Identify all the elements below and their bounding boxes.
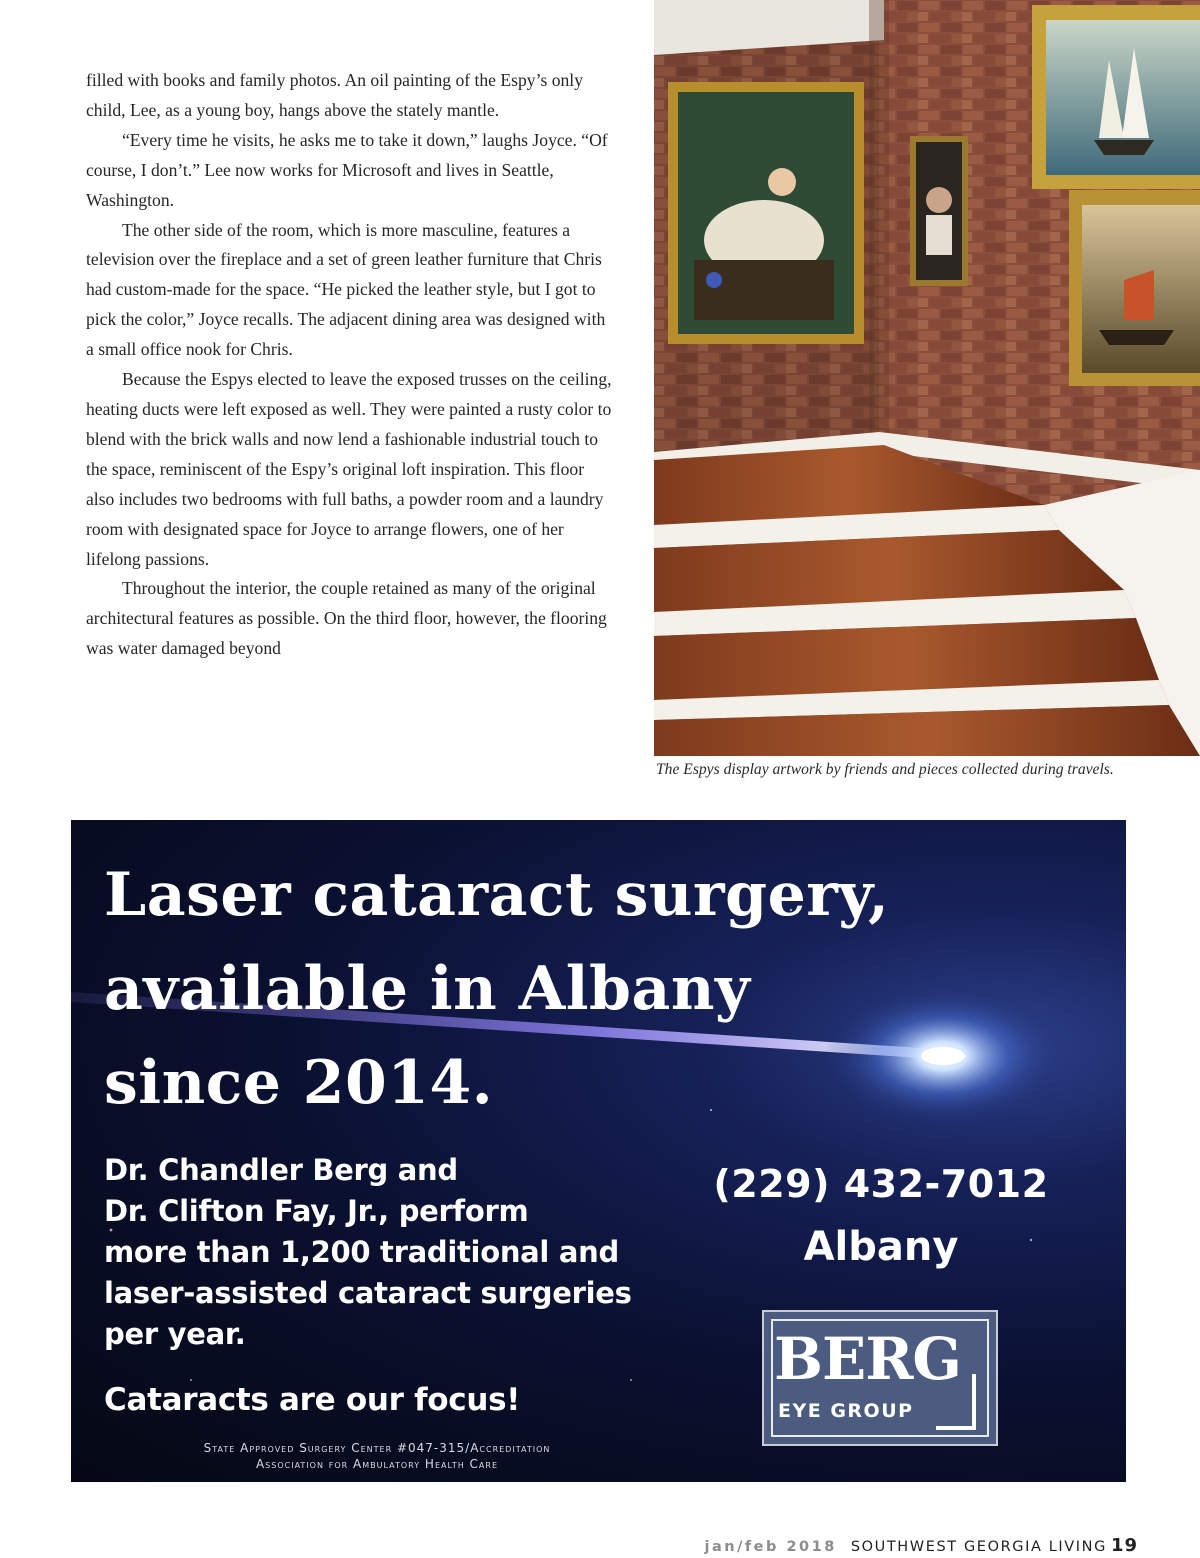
page-footer [705, 1535, 1139, 1556]
ad-body-copy [104, 1150, 664, 1355]
article-body [86, 66, 616, 664]
page-number: 19 [1110, 1535, 1138, 1556]
headline-line: available in Albany [104, 954, 751, 1024]
stair-steps [654, 445, 1200, 756]
painting-ship [1032, 5, 1200, 189]
staircase-photo [654, 0, 1200, 756]
headline-line: since 2014. [104, 1048, 494, 1118]
magazine-name: SOUTHWEST GEORGIA LIVING [850, 1539, 1107, 1555]
ad-tagline: Cataracts are our focus! [104, 1382, 521, 1418]
article-paragraph: Because the Espys elected to leave the exposed trusses on the ceiling, heating ducts were left exposed as well. They were painted a rusty color to blend with the brick walls and now lend a fashionable industrial touch to the space, reminiscent of the Espy’s original loft inspiration. This floor also includes two bedrooms with full baths, a powder room and a laundry room with designated space for Joyce to arrange flowers, one of her lifelong passions. [86, 369, 612, 569]
article-paragraph: The other side of the room, which is more masculine, features a television over the fireplace and a set of green leather furniture that Chris had custom-made for the space. “He picked the leather style, but I got to pick the color,” Joyce recalls. The adjacent dining area was designed with a small office nook for Chris. [86, 219, 606, 360]
body-line: Dr. Clifton Fay, Jr., perform [104, 1194, 529, 1228]
fine-print-line: State Approved Surgery Center #047-315/Accreditation [203, 1441, 551, 1455]
body-line: Dr. Chandler Berg and [104, 1153, 458, 1187]
body-line: per year. [104, 1317, 246, 1351]
logo-subtitle: EYE GROUP [778, 1400, 914, 1422]
advertisement [71, 820, 1126, 1482]
painting-portrait [910, 136, 968, 286]
article-paragraph: filled with books and family photos. An oil painting of the Espy’s only child, Lee, as a young boy, hangs above the stately mantle. [86, 70, 583, 120]
article-paragraph: “Every time he visits, he asks me to take it down,” laughs Joyce. “Of course, I don’t.” Lee now works for Microsoft and lives in Seattle, Washington. [86, 129, 608, 210]
logo-name: BERG [774, 1325, 961, 1393]
article-paragraph: Throughout the interior, the couple retained as many of the original architectural features as possible. On the third floor, however, the flooring was water damaged beyond [86, 578, 607, 659]
issue-date: jan/feb 2018 [704, 1539, 837, 1555]
headline-line: Laser cataract surgery, [104, 860, 890, 930]
berg-eye-group-logo [762, 1310, 998, 1446]
photo-caption: The Espys display artwork by friends and pieces collected during travels. [656, 761, 1114, 778]
logo-bar [972, 1374, 976, 1430]
fine-print-line: Association for Ambulatory Health Care [255, 1457, 499, 1471]
ad-phone-number[interactable]: (229) 432-7012 [713, 1162, 1049, 1206]
ad-fine-print [107, 1440, 647, 1472]
ad-headline [104, 848, 1104, 1130]
body-line: laser-assisted cataract surgeries [104, 1276, 632, 1310]
body-line: more than 1,200 traditional and [104, 1235, 619, 1269]
logo-bar [936, 1426, 976, 1430]
painting-junk [1069, 190, 1200, 386]
painting-woman [668, 82, 864, 344]
ad-city: Albany [803, 1224, 959, 1270]
